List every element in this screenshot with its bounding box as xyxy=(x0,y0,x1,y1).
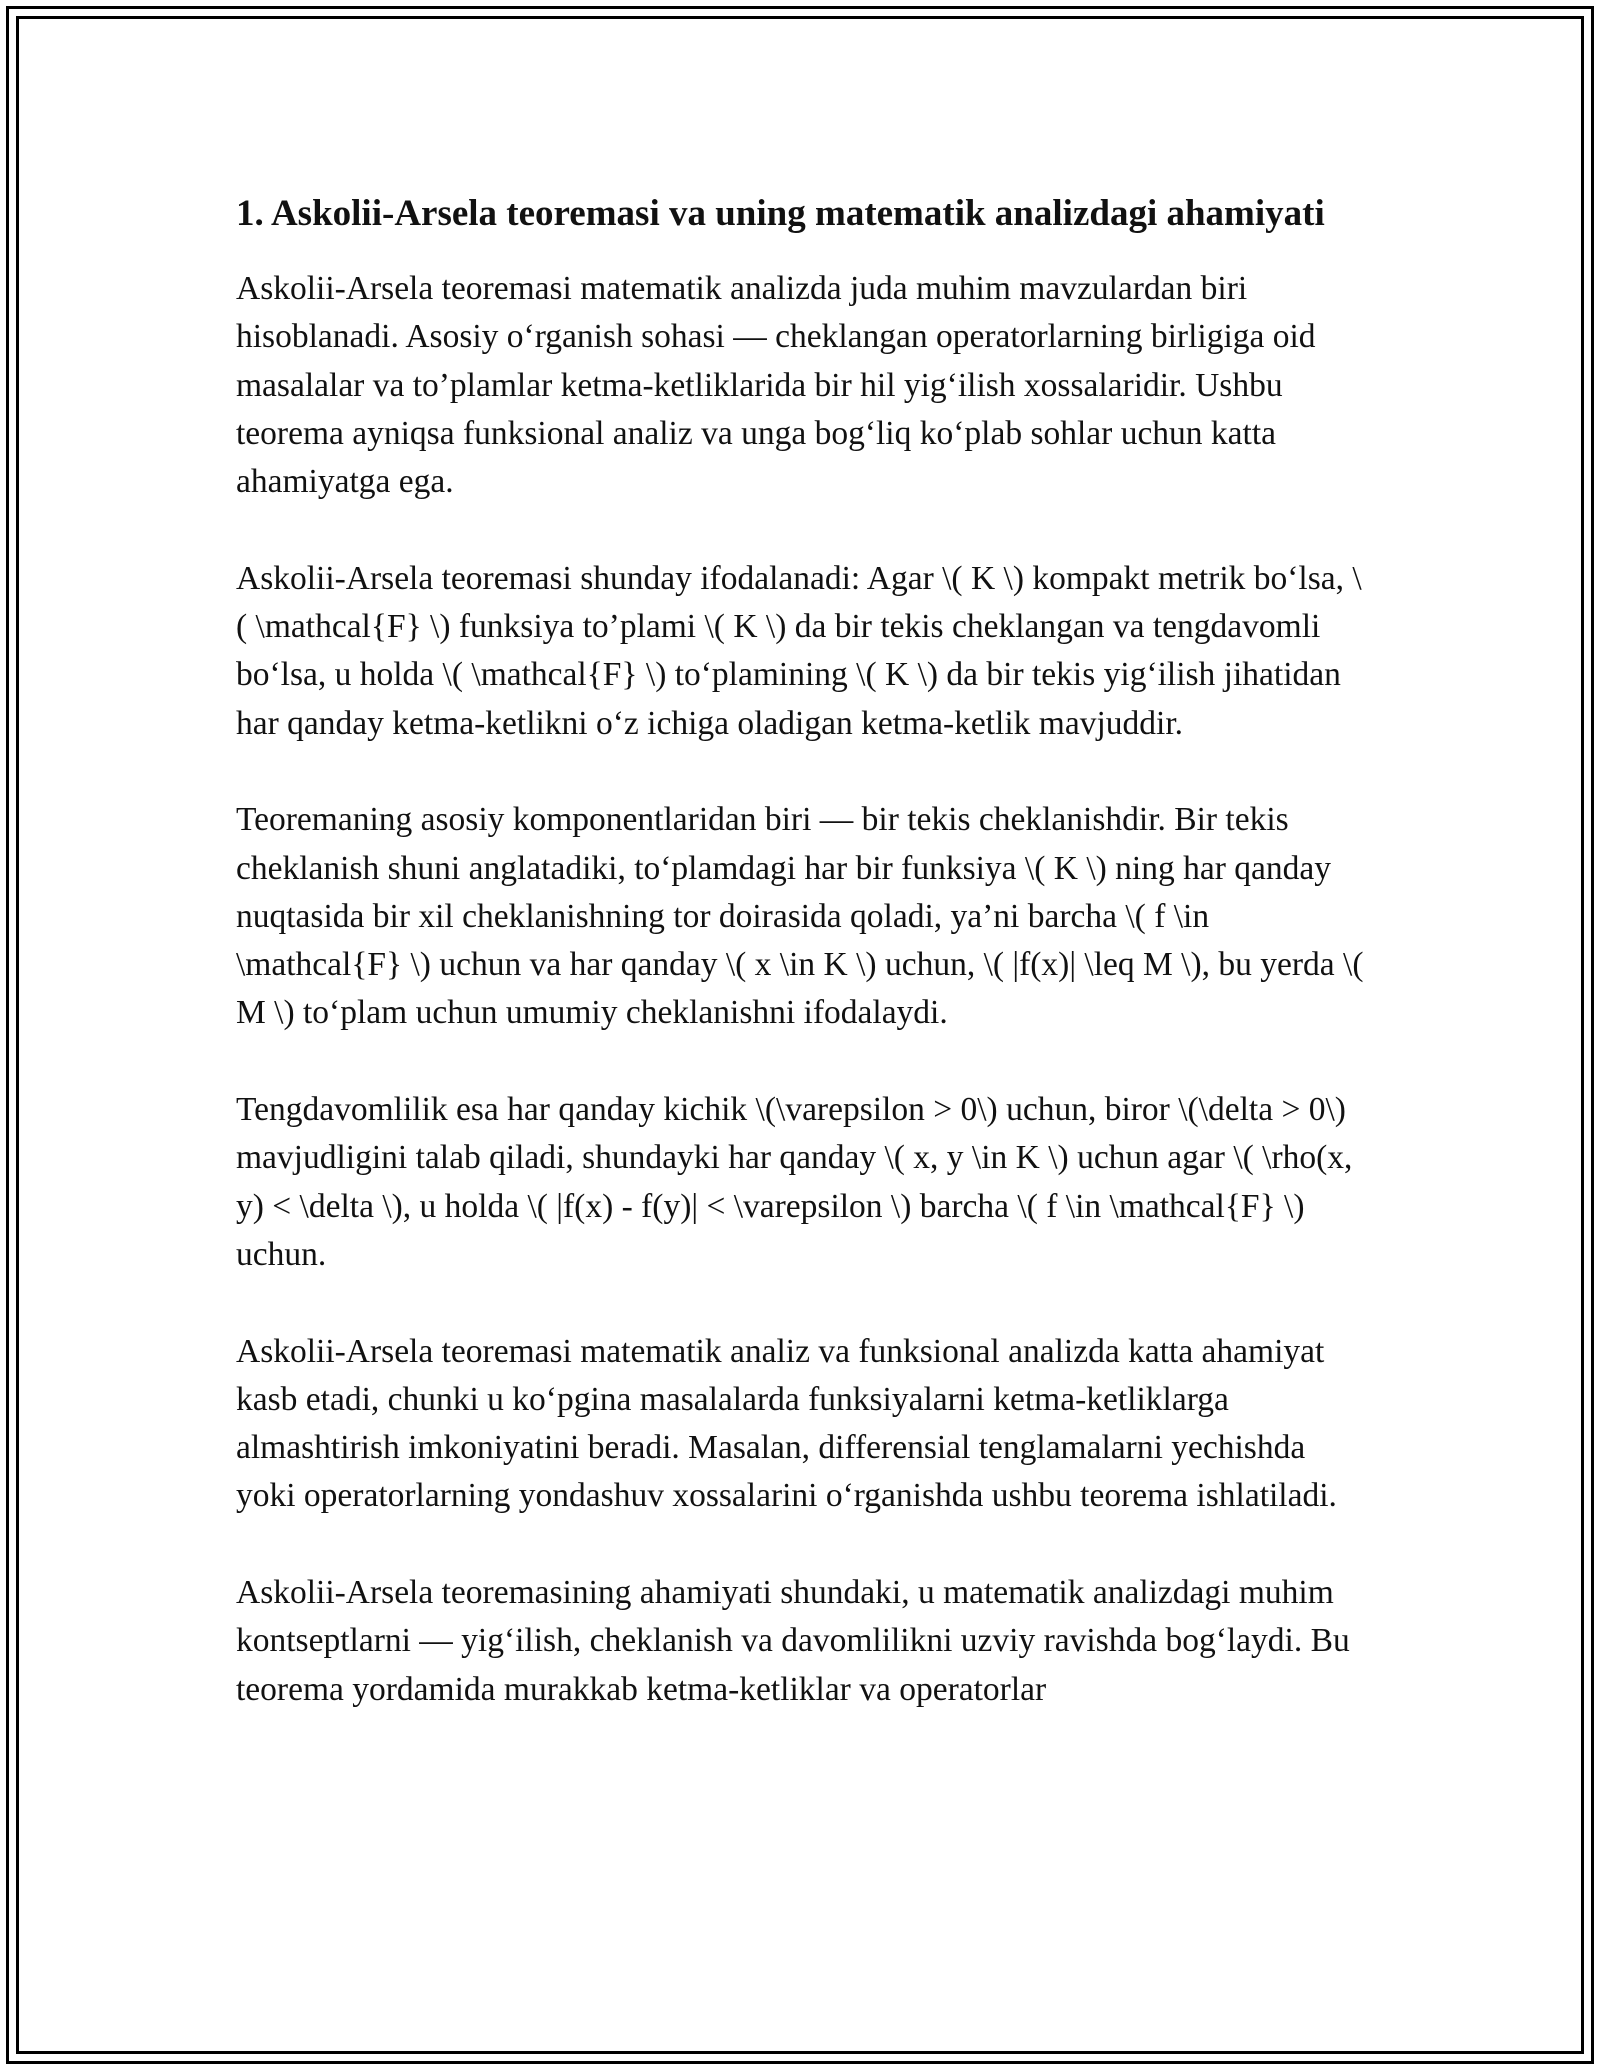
paragraph-intro: Askolii-Arsela teoremasi matematik analizda juda muhim mavzulardan biri hisoblanadi. Asosiy o‘rganish sohasi — cheklangan operatorlarning birligiga oid masalalar va to’plamlar ketma-ketliklarida bir hil yig‘ilish xossalaridir. Ushbu teorema ayniqsa funksional analiz va unga bog‘liq ko‘plab sohlar uchun katta ahamiyatga ega. xyxy=(236,270,1316,501)
document-body xyxy=(236,186,1366,1762)
paragraph-theorem-statement: Askolii-Arsela teoremasi shunday ifodalanadi: Agar \( K \) kompakt metrik bo‘lsa, \( \mathcal{F} \) funksiya to’plami \( K \) da bir tekis cheklangan va tengdavomli bo‘lsa, u holda \( \mathcal{F} \) to‘plamining \( K \) da bir tekis yig‘ilish jihatidan har qanday ketma-ketlikni o‘z ichiga oladigan ketma-ketlik mavjuddir. xyxy=(236,559,1362,742)
document-title: 1. Askolii-Arsela teoremasi va uning matematik analizdagi ahamiyati xyxy=(236,193,1325,234)
paragraph-applications: Askolii-Arsela teoremasi matematik analiz va funksional analizda katta ahamiyat kasb etadi, chunki u ko‘pgina masalalarda funksiyalarni ketma-ketliklarga almashtirish imkoniyatini beradi. Masalan, differensial tenglamalarni yechishda yoki operatorlarning yondashuv xossalarini o‘rganishda ushbu teorema ishlatiladi. xyxy=(236,1332,1337,1515)
paragraph-significance: Askolii-Arsela teoremasining ahamiyati shundaki, u matematik analizdagi muhim kontseptlarni — yig‘ilish, cheklanish va davomlilikni uzviy ravishda bog‘laydi. Bu teorema yordamida murakkab ketma-ketliklar va operatorlar xyxy=(236,1574,1350,1708)
paragraph-uniform-boundedness: Teoremaning asosiy komponentlaridan biri — bir tekis cheklanishdir. Bir tekis cheklanish shuni anglatadiki, to‘plamdagi har bir funksiya \( K \) ning har qanday nuqtasida bir xil cheklanishning tor doirasida qoladi, ya’ni barcha \( f \in \mathcal{F} \) uchun va har qanday \( x \in K \) uchun, \( |f(x)| \leq M \), bu yerda \( M \) to‘plam uchun umumiy cheklanishni ifodalaydi. xyxy=(236,801,1364,1032)
paragraph-equicontinuity: Tengdavomlilik esa har qanday kichik \(\varepsilon > 0\) uchun, biror \(\delta > 0\) mavjudligini talab qiladi, shundayki har qanday \( x, y \in K \) uchun agar \( \rho(x, y) < \delta \), u holda \( |f(x) - f(y)| < \varepsilon \) barcha \( f \in \mathcal{F} \) uchun. xyxy=(236,1091,1353,1273)
